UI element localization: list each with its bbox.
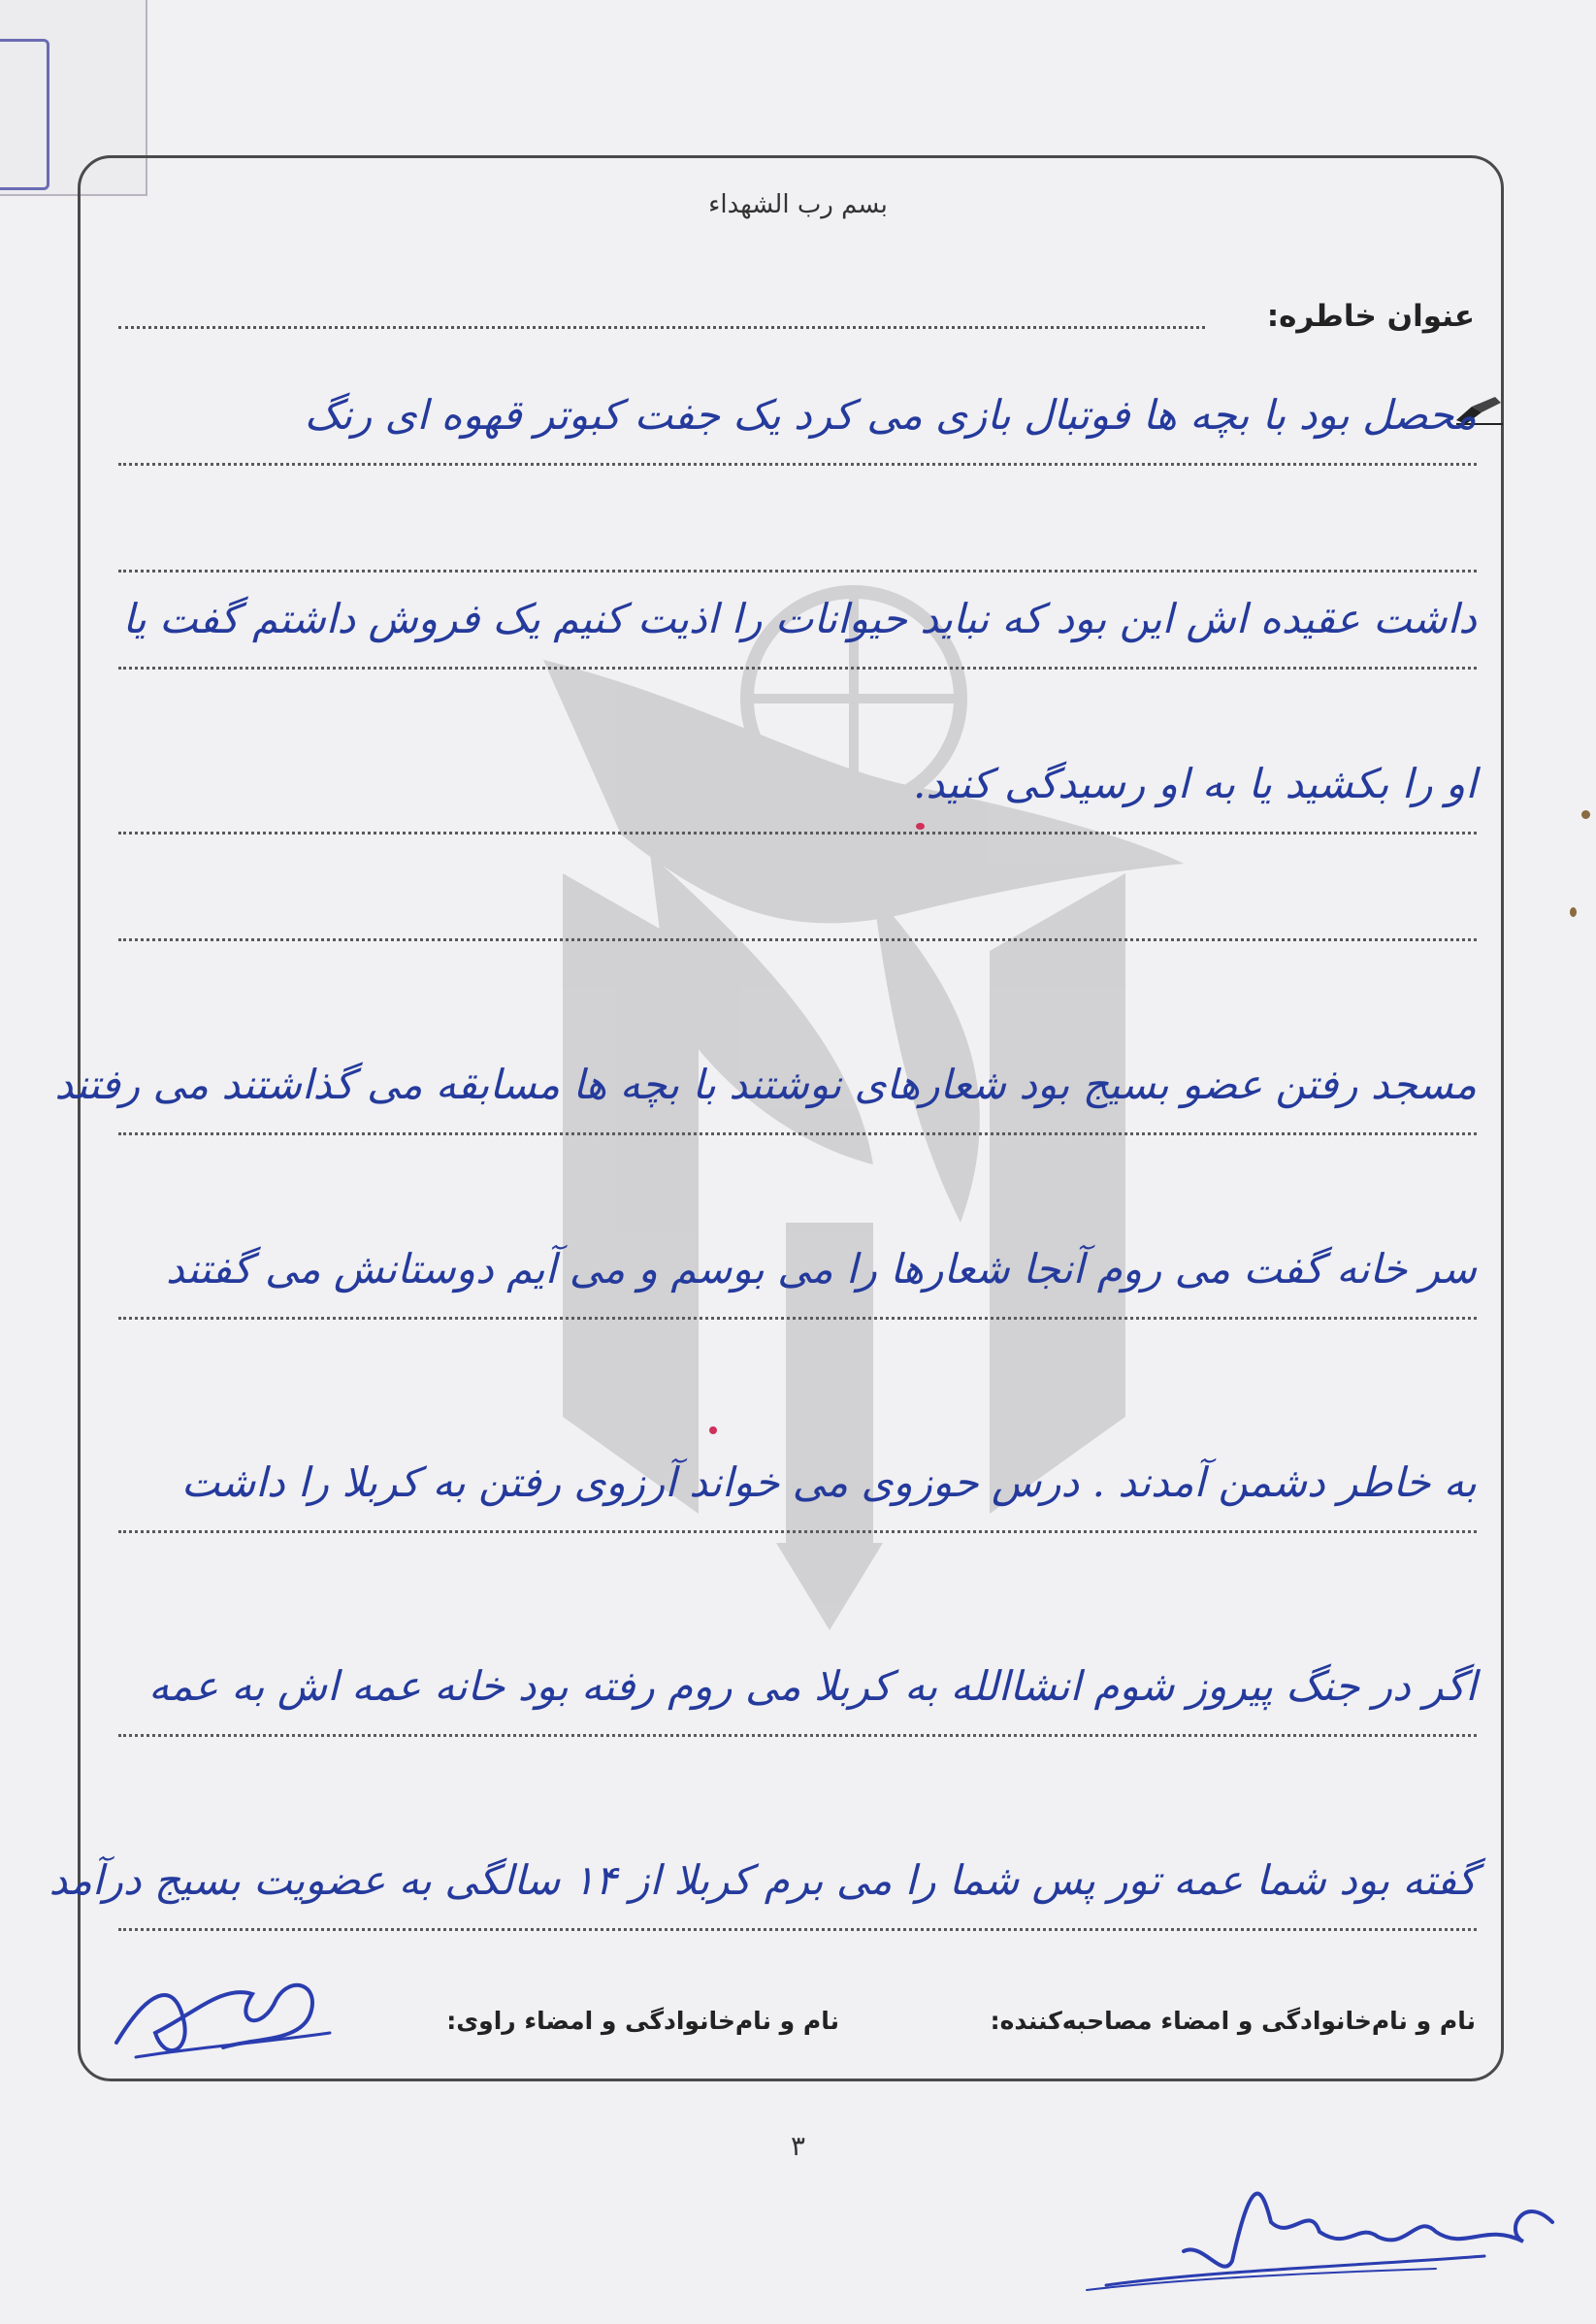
narrator-signature bbox=[107, 1955, 340, 2072]
memo-line-dots bbox=[118, 1317, 1477, 1320]
ink-dot bbox=[709, 1426, 717, 1434]
memo-line-text: به خاطر دشمن آمدند . درس حوزوی می خواند آرزوی رفتن به کربلا را داشت bbox=[180, 1458, 1477, 1506]
memo-line bbox=[118, 573, 1477, 670]
page-number: ۳ bbox=[790, 2130, 806, 2162]
memo-line-dots bbox=[118, 1734, 1477, 1737]
memo-line-dots bbox=[118, 667, 1477, 670]
paper-speck bbox=[1581, 810, 1590, 819]
paper-speck bbox=[1570, 907, 1577, 917]
memo-line-text: داشت عقیده اش این بود که نباید حیوانات را اذیت کنیم یک فروش داشتم گفت یا bbox=[122, 595, 1477, 642]
memo-line-dots bbox=[118, 938, 1477, 941]
memo-line bbox=[118, 1223, 1477, 1320]
memo-line bbox=[54, 1038, 1477, 1135]
memo-line-dots bbox=[118, 1530, 1477, 1533]
memo-line bbox=[118, 1640, 1477, 1737]
memo-line bbox=[118, 844, 1477, 941]
memo-line bbox=[118, 1436, 1477, 1533]
memo-line bbox=[118, 737, 1477, 835]
memo-line bbox=[118, 475, 1477, 573]
interviewer-signature-label: نام و نام‌خانوادگی و امضاء مصاحبه‌کننده: bbox=[990, 2007, 1476, 2035]
memo-line-text: محصل بود با بچه ها فوتبال بازی می کرد یک جفت کبوتر قهوه ای رنگ bbox=[304, 391, 1477, 439]
memo-line-dots bbox=[118, 832, 1477, 835]
ink-dot bbox=[916, 823, 925, 830]
memo-line-text: گفته بود شما عمه تور پس شما را می برم کربلا از ۱۴ سالگی به عضویت بسیج درآمد bbox=[49, 1856, 1477, 1904]
memo-line bbox=[49, 1834, 1477, 1931]
memo-line bbox=[118, 369, 1477, 466]
memo-line-dots bbox=[118, 1928, 1477, 1931]
narrator-signature-label: نام و نام‌خانوادگی و امضاء راوی: bbox=[446, 2007, 839, 2035]
memo-line-text: مسجد رفتن عضو بسیج بود شعارهای نوشتند با بچه ها مسابقه می گذاشتند می رفتند bbox=[54, 1061, 1477, 1108]
memo-title-line bbox=[118, 326, 1205, 329]
memo-line-text: سر خانه گفت می روم آنجا شعارها را می بوسم و می آیم دوستانش می گفتند bbox=[166, 1245, 1477, 1293]
memo-title-label: عنوان خاطره: bbox=[1266, 299, 1475, 334]
stamp-mark bbox=[0, 39, 49, 190]
memo-line-text: اگر در جنگ پیروز شوم انشاالله به کربلا می روم رفته بود خانه عمه اش به عمه bbox=[148, 1662, 1477, 1710]
bottom-signature bbox=[1067, 2164, 1572, 2300]
page-header-title: بسم رب الشهداء bbox=[708, 190, 888, 219]
memo-line-text: او را بکشید یا به او رسیدگی کنید. bbox=[912, 760, 1477, 807]
memo-line-dots bbox=[118, 463, 1477, 466]
memo-line-dots bbox=[118, 1132, 1477, 1135]
